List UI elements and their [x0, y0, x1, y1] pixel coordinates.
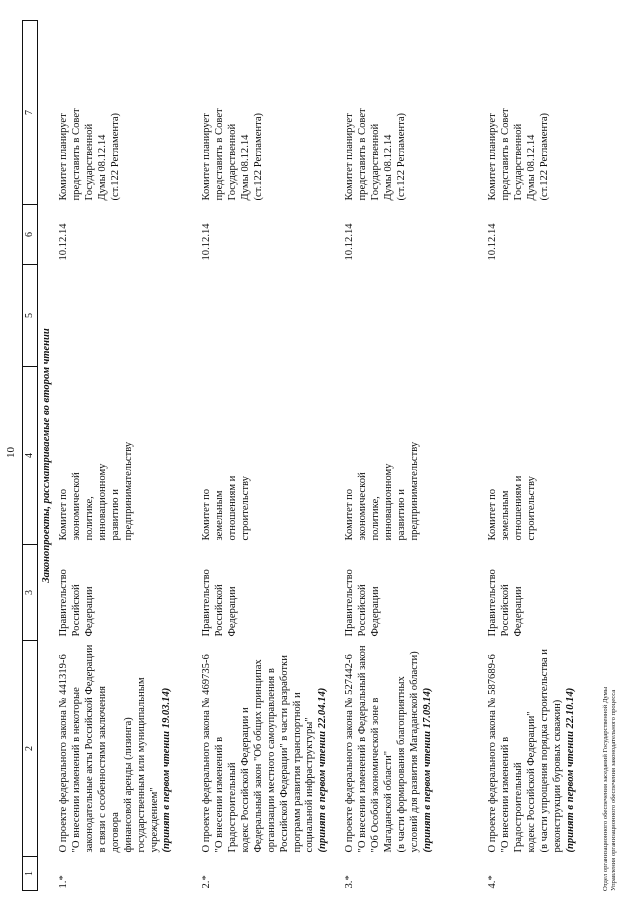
- committee-line: Комитет по: [58, 488, 70, 541]
- initiator-line: Российской: [357, 584, 369, 637]
- first-reading-note: (принят в первом чтении 22.04.14): [317, 687, 329, 853]
- column-5-cell: [58, 265, 201, 367]
- committee-line: Комитет по: [201, 488, 213, 541]
- note-line: представить в Совет: [214, 108, 226, 201]
- committee-line: политике,: [369, 496, 381, 541]
- note-line: Государственной: [369, 123, 381, 201]
- note-line: Комитет планирует: [344, 113, 356, 201]
- committee-line: развитию и: [395, 489, 407, 541]
- initiator-line: Федерации: [83, 586, 95, 637]
- committee-line: экономической: [71, 472, 83, 541]
- column-header: 7: [23, 21, 38, 205]
- committee-note: [344, 21, 487, 205]
- bill-title-line: "О внесении изменений в некоторые: [71, 687, 83, 853]
- committee-line: земельным: [214, 490, 226, 541]
- bill-title-line: "О внесении изменений в Градостроительный: [214, 734, 238, 853]
- page-footer: [602, 191, 618, 891]
- committee-line: отношениям и: [226, 475, 238, 541]
- note-line: Государственной: [226, 123, 238, 201]
- bill-title-line: "О внесении изменений в Градостроительный: [500, 734, 524, 853]
- row-number: 4.*: [487, 875, 499, 889]
- committee-note: [58, 21, 201, 205]
- note-line: представить в Совет: [357, 108, 369, 201]
- note-line: Думы 08.12.14: [525, 134, 537, 201]
- initiator-line: Федерации: [226, 586, 238, 637]
- column-header: 4: [23, 367, 38, 545]
- column-5-cell: [344, 265, 487, 367]
- table-row: [201, 21, 344, 891]
- bill-title-line: Федеральный закон "Об общих принципах: [252, 659, 264, 853]
- committee-line: инновационному: [96, 463, 108, 541]
- bill-title-line: О проекте федерального закона № 587689-6: [487, 654, 499, 853]
- committee-line: развитию и: [109, 489, 121, 541]
- bill-title-line: О проекте федерального закона № 527442-6: [344, 654, 356, 853]
- bill-title-line: в связи с особенностями заключения договора: [96, 683, 121, 853]
- column-header: 6: [23, 205, 38, 265]
- consideration-date: 10.12.14: [344, 223, 356, 261]
- bill-title-line: программ развития транспортной и: [291, 692, 303, 853]
- column-header: 2: [23, 641, 38, 857]
- bill-title-italic-line: (в части упрощения порядка строительства и: [538, 649, 550, 853]
- note-line: представить в Совет: [71, 108, 83, 201]
- note-line: Думы 08.12.14: [96, 134, 108, 201]
- note-line: Государственной: [512, 123, 524, 201]
- bill-title-italic-line: реконструкции буровых скважин): [551, 699, 563, 853]
- table-row: [58, 21, 201, 891]
- initiator: [201, 545, 344, 641]
- note-line: Комитет планирует: [487, 113, 499, 201]
- note-line: Комитет планирует: [201, 113, 213, 201]
- note-line: представить в Совет: [500, 108, 512, 201]
- initiator-line: Российской: [71, 584, 83, 637]
- bill-title-line: кодекс Российской Федерации": [525, 711, 537, 853]
- column-header: 3: [23, 545, 38, 641]
- bill-title-line: кодекс Российской Федерации и: [239, 707, 251, 853]
- consideration-date: 10.12.14: [58, 223, 70, 261]
- row-number: 1.*: [58, 875, 70, 889]
- committee-note: [487, 21, 630, 205]
- column-header: 1: [23, 857, 38, 891]
- bill-title-line: учреждением": [148, 787, 160, 853]
- committee-line: строительству: [525, 476, 537, 541]
- note-line: (ст.122 Регламента): [252, 112, 264, 201]
- bill-title-line: "Об Особой экономической зоне в: [369, 697, 381, 853]
- responsible-committee: [344, 367, 487, 545]
- bill-title-line: социальной инфраструктуры": [304, 717, 316, 853]
- footer-line: Отдел организационного обеспечения заседаний Государственной Думы: [602, 686, 609, 891]
- consideration-date: 10.12.14: [487, 223, 499, 261]
- note-line: (ст.122 Регламента): [109, 112, 121, 201]
- committee-note: [201, 21, 344, 205]
- note-line: Комитет планирует: [58, 113, 70, 201]
- note-line: (ст.122 Регламента): [395, 112, 407, 201]
- committee-line: Комитет по: [487, 488, 499, 541]
- note-line: Государственной: [83, 123, 95, 201]
- committee-line: отношениям и: [512, 475, 524, 541]
- footer-line: Управления организационного обеспечения законодательного процесса: [610, 689, 618, 891]
- bill-title-line: Российской Федерации" в части разработки: [278, 655, 290, 853]
- page-number: 10: [5, 447, 17, 458]
- table-row: [344, 21, 487, 891]
- initiator-line: Федерации: [512, 586, 524, 637]
- bill-title-line: организации местного самоуправления в: [265, 668, 277, 853]
- committee-line: предпринимательству: [122, 441, 134, 541]
- section-title: Законопроекты, рассматриваемые во втором чтении: [41, 328, 53, 583]
- bill-title-line: государственным или муниципальным: [135, 677, 147, 853]
- bill-title-line: Магаданской области": [382, 750, 394, 853]
- initiator-line: Правительство: [487, 569, 499, 637]
- bill-title: [58, 641, 201, 857]
- first-reading-note: (принят в первом чтении 17.09.14): [421, 687, 433, 853]
- bill-title-italic-line: (в части формирования благоприятных: [395, 676, 407, 853]
- committee-line: строительству: [239, 476, 251, 541]
- note-line: (ст.122 Регламента): [538, 112, 550, 201]
- column-5-cell: [201, 265, 344, 367]
- committee-line: Комитет по: [344, 488, 356, 541]
- row-number: 2.*: [201, 875, 213, 889]
- responsible-committee: [201, 367, 344, 545]
- initiator-line: Российской: [214, 584, 226, 637]
- consideration-date: 10.12.14: [201, 223, 213, 261]
- bill-title-line: "О внесении изменений в Федеральный закон: [357, 645, 369, 853]
- agenda-table: [22, 20, 630, 891]
- first-reading-note: (принят в первом чтении 22.10.14): [564, 687, 576, 853]
- initiator-line: Правительство: [58, 569, 70, 637]
- first-reading-note: (принят в первом чтении 19.03.14): [161, 687, 173, 853]
- committee-line: предпринимательству: [408, 441, 420, 541]
- bill-title-italic-line: условий для развития Магаданской области): [408, 651, 420, 853]
- initiator-line: Правительство: [201, 569, 213, 637]
- bill-title: [344, 641, 487, 857]
- bill-title-line: законодательные акты Российской Федерации: [83, 644, 95, 853]
- initiator: [58, 545, 201, 641]
- bill-title-line: финансовой аренды (лизинга): [122, 717, 134, 853]
- initiator-line: Федерации: [369, 586, 381, 637]
- bill-title-line: О проекте федерального закона № 441319-6: [58, 654, 70, 853]
- column-header: 5: [23, 265, 38, 367]
- responsible-committee: [58, 367, 201, 545]
- initiator-line: Правительство: [344, 569, 356, 637]
- note-line: Думы 08.12.14: [239, 134, 251, 201]
- column-number-row: [23, 21, 38, 891]
- initiator-line: Российской: [500, 584, 512, 637]
- row-number: 3.*: [344, 875, 356, 889]
- bill-title-line: О проекте федерального закона № 469735-6: [201, 654, 213, 853]
- committee-line: экономической: [357, 472, 369, 541]
- committee-line: инновационному: [382, 463, 394, 541]
- note-line: Думы 08.12.14: [382, 134, 394, 201]
- committee-line: земельным: [500, 490, 512, 541]
- initiator: [344, 545, 487, 641]
- committee-line: политике,: [83, 496, 95, 541]
- bill-title: [201, 641, 344, 857]
